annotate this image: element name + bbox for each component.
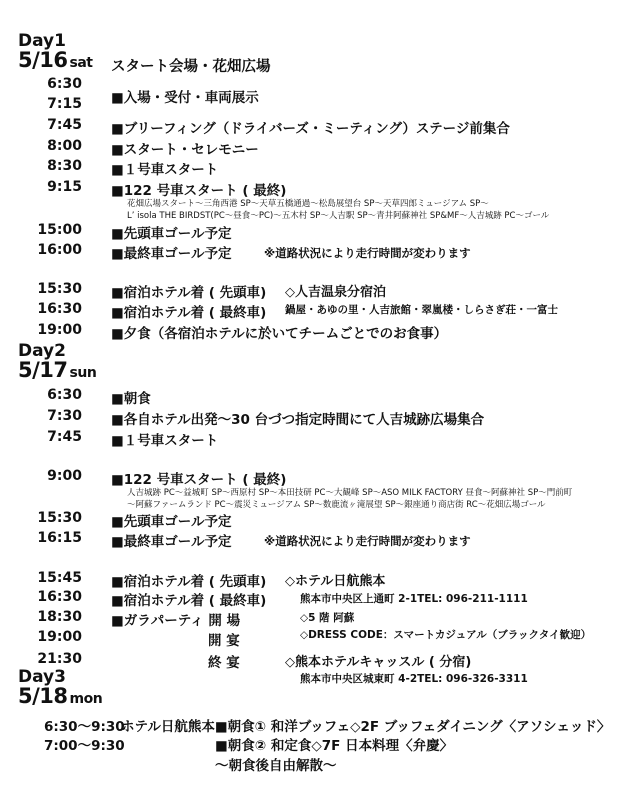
event: ■最終車ゴール予定: [111, 246, 232, 262]
event: ■夕食（各宿泊ホテルに於いてチームごとでのお食事）: [111, 326, 448, 342]
time: 9:15: [47, 179, 82, 195]
lodging-title: ◇人吉温泉分宿泊: [285, 285, 386, 300]
day3-date: 5/18 mon: [18, 684, 103, 708]
event: ■ブリーフィング（ドライバーズ・ミーティング）ステージ前集合: [111, 121, 510, 137]
day3-time-1: 6:30〜9:30: [44, 719, 125, 735]
event: ■先頭車ゴール予定: [111, 514, 232, 530]
event: ■１号車スタート: [111, 162, 219, 178]
route-line: 人吉城跡 PC〜益城町 SP〜西原村 SP〜本田技研 PC〜大観峰 SP〜ASO MILK FACTORY 昼食〜阿蘇神社 SP〜門前町: [127, 488, 573, 498]
time: 16:30: [37, 589, 82, 605]
day3-breakfast-1: ホテル日航熊本■朝食① 和洋ブッフェ◇2F ブッフェダイニング〈アソシェッド〉: [121, 719, 611, 735]
time: 18:30: [37, 609, 82, 625]
event: ■１号車スタート: [111, 433, 219, 449]
event: ■宿泊ホテル着 ( 最終車): [111, 305, 267, 321]
event: ■各自ホテル出発〜30 台づつ指定時間にて人吉城跡広場集合: [111, 412, 485, 428]
event: ■先頭車ゴール予定: [111, 226, 232, 242]
day2-label: Day2: [18, 341, 66, 361]
lodging-list: 鍋屋・あゆの里・人吉旅館・翠嵐楼・しらさぎ荘・一富士: [285, 304, 558, 316]
day1-label: Day1: [18, 31, 66, 51]
event: ■入場・受付・車両展示: [111, 90, 259, 106]
event: 終 宴: [208, 655, 240, 671]
hotel2-name: ◇熊本ホテルキャッスル ( 分宿): [285, 655, 472, 670]
road-note: ※道路状況により走行時間が変わります: [264, 534, 471, 548]
event: ■宿泊ホテル着 ( 先頭車): [111, 285, 267, 301]
event: ■宿泊ホテル着 ( 最終車): [111, 593, 267, 609]
event: ■朝食: [111, 391, 151, 407]
time: 6:30: [47, 76, 82, 92]
route-line: 〜阿蘇ファームランド PC〜震災ミュージアム SP〜数鹿流ヶ滝展望 SP〜銀座通り商店街 RC〜花畑広場ゴール: [127, 500, 546, 510]
event: ■122 号車スタート ( 最終): [111, 183, 287, 199]
road-note: ※道路状況により走行時間が変わります: [264, 246, 471, 260]
event: ■宿泊ホテル着 ( 先頭車): [111, 574, 267, 590]
day3-closing: 〜朝食後自由解散〜: [215, 758, 337, 774]
time: 16:15: [37, 530, 82, 546]
route-line: 花畑広場スタート〜三角西港 SP〜天草五橋通過〜松島展望台 SP〜天草四郎ミュージアム SP〜: [127, 199, 489, 209]
hotel2-address: 熊本市中央区城東町 4-2TEL: 096-326-3311: [300, 673, 528, 685]
dress-code: ◇DRESS CODE：スマートカジュアル（ブラックタイ歓迎）: [300, 629, 592, 641]
hotel1-name: ◇ホテル日航熊本: [285, 574, 386, 589]
day3-time-2: 7:00〜9:30: [44, 738, 125, 754]
time: 16:00: [37, 242, 82, 258]
time: 19:00: [37, 322, 82, 338]
time: 15:00: [37, 222, 82, 238]
time: 7:45: [47, 429, 82, 445]
day3-breakfast-2: ■朝食② 和定食◇7F 日本料理〈弁慶〉: [215, 738, 454, 754]
time: 7:15: [47, 96, 82, 112]
event: ■ガラパーティ 開 場: [111, 613, 241, 629]
time: 15:30: [37, 281, 82, 297]
event: ■最終車ゴール予定: [111, 534, 232, 550]
party-place: ◇5 階 阿蘇: [300, 612, 355, 624]
day1-date: 5/16 sat: [18, 48, 93, 72]
event: ■122 号車スタート ( 最終): [111, 472, 287, 488]
event: 開 宴: [208, 633, 240, 649]
hotel1-address: 熊本市中央区上通町 2-1TEL: 096-211-1111: [300, 593, 528, 605]
time: 6:30: [47, 387, 82, 403]
day1-venue: スタート会場・花畑広場: [111, 59, 271, 75]
time: 16:30: [37, 301, 82, 317]
day3-label: Day3: [18, 667, 66, 687]
time: 7:45: [47, 117, 82, 133]
day2-date: 5/17 sun: [18, 358, 97, 382]
time: 9:00: [47, 468, 82, 484]
time: 8:00: [47, 138, 82, 154]
route-line: L’ isola THE BIRDST(PC〜昼食〜PC)〜五木村 SP〜人吉駅 SP〜青井阿蘇神社 SP&MF〜人吉城跡 PC〜ゴール: [127, 211, 550, 221]
event: ■スタート・セレモニー: [111, 142, 259, 158]
time: 19:00: [37, 629, 82, 645]
time: 15:45: [37, 570, 82, 586]
time: 15:30: [37, 510, 82, 526]
time: 21:30: [37, 651, 82, 667]
time: 8:30: [47, 158, 82, 174]
time: 7:30: [47, 408, 82, 424]
